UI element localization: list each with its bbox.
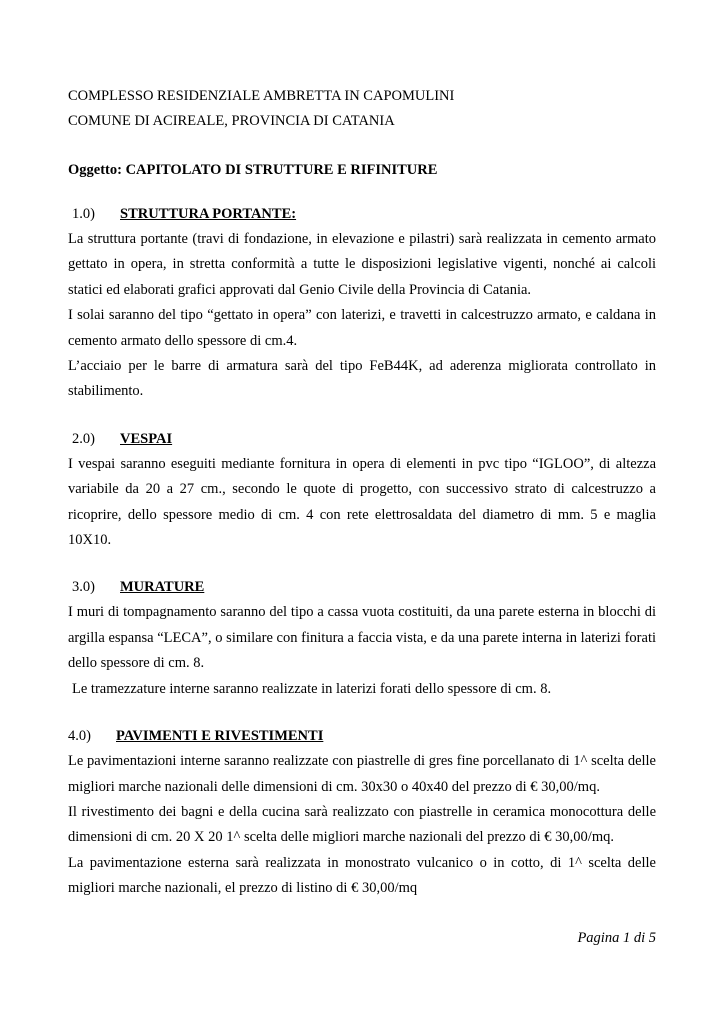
document-subject: Oggetto: CAPITOLATO DI STRUTTURE E RIFINITURE [68,162,438,178]
header-project-name: COMPLESSO RESIDENZIALE AMBRETTA IN CAPOMULINI [68,88,455,104]
section-struttura-portante [68,204,656,405]
section-pavimenti-rivestimenti [68,726,656,901]
section-vespai [68,429,656,554]
section-heading [68,204,656,224]
section-paragraph: La struttura portante (travi di fondazione, in elevazione e pilastri) sarà realizzata in cemento armato gettato in opera, in stretta conformità a tutte le disposizioni legislative vigenti, nonché ai calcoli statici ed elaborati grafici approvati dal Genio Civile della Provincia di Catania. [68,231,656,298]
section-paragraph: I solai saranno del tipo “gettato in opera” con laterizi, e travetti in calcestruzzo armato, e caldana in cemento armato dello spessore di cm.4. [68,307,656,349]
section-paragraph: L’acciaio per le barre di armatura sarà del tipo FeB44K, ad aderenza migliorata controllato in stabilimento. [68,358,656,400]
section-paragraph: Le tramezzature interne saranno realizzate in laterizi forati dello spessore di cm. 8. [72,680,552,697]
section-heading [68,726,656,746]
section-number: 3.0) [72,579,95,596]
section-murature [68,577,656,702]
section-title: STRUTTURA PORTANTE: [120,206,297,222]
section-title: MURATURE [120,579,205,596]
section-number: 1.0) [72,206,95,222]
section-heading [68,577,656,597]
section-paragraph: Il rivestimento dei bagni e della cucina sarà realizzato con piastrelle in ceramica monocottura delle dimensioni di cm. 20 X 20 1^ scelta delle migliori marche nazionali del prezzo di € 30,00/mq. [68,803,656,846]
header-location: COMUNE DI ACIREALE, PROVINCIA DI CATANIA [68,113,395,129]
section-heading [68,429,656,449]
section-paragraph: La pavimentazione esterna sarà realizzata in monostrato vulcanico o in cotto, di 1^ scelta delle migliori marche nazionali, el prezzo di listino di € 30,00/mq [68,854,656,897]
document-page [68,84,656,902]
section-paragraph: I vespai saranno eseguiti mediante fornitura in opera di elementi in pvc tipo “IGLOO”, di altezza variabile da 20 a 27 cm., secondo le quote di progetto, con successivo strato di calcestruzzo a ricoprire, dello spessore medio di cm. 4 con rete elettrosaldata del diametro di mm. 5 e maglia 10X10. [68,455,656,549]
section-title: VESPAI [120,430,173,447]
section-number: 2.0) [72,430,95,447]
section-paragraph: Le pavimentazioni interne saranno realizzate con piastrelle di gres fine porcellanato di 1^ scelta delle migliori marche nazionali delle dimensioni di cm. 30x30 o 40x40 del prezzo di € 30,00/mq. [68,753,656,795]
section-title: PAVIMENTI E RIVESTIMENTI [116,728,324,745]
page-number: Pagina 1 di 5 [577,930,656,946]
section-number: 4.0) [68,728,91,745]
section-paragraph: I muri di tompagnamento saranno del tipo a cassa vuota costituiti, da una parete esterna in blocchi di argilla espansa “LECA”, o similare con finitura a faccia vista, e da una parete interna in laterizi forati dello spessore di cm. 8. [68,604,656,672]
